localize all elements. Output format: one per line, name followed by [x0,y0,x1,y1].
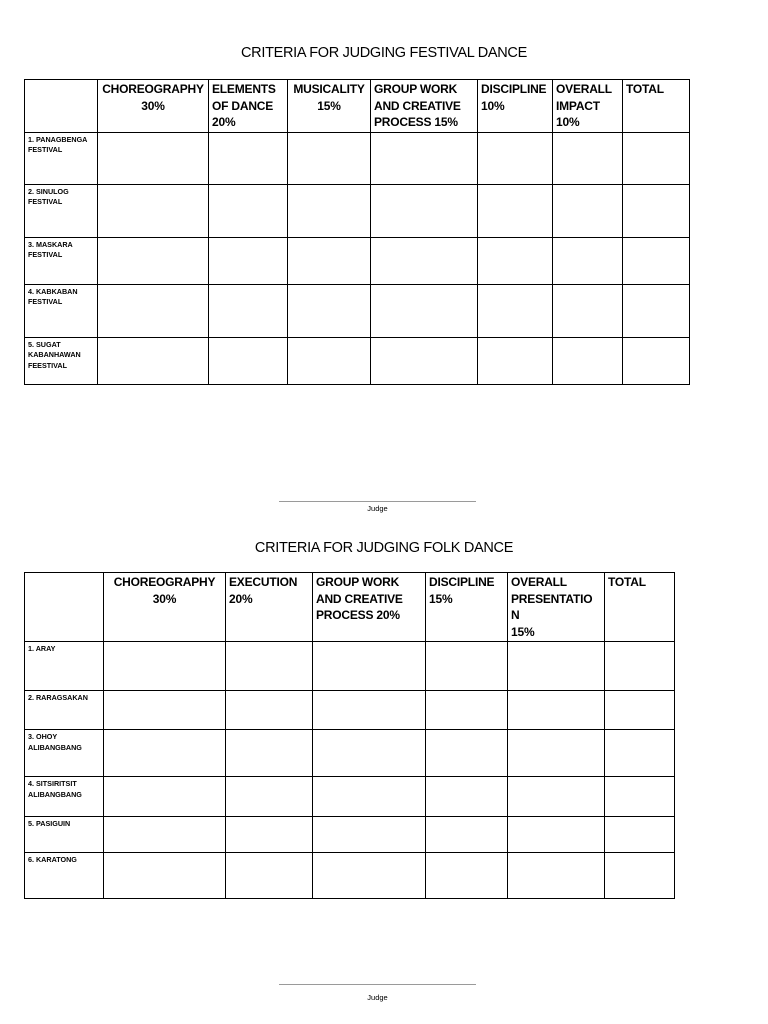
festival-criteria-table [24,79,690,385]
score-cell[interactable] [605,777,675,817]
score-cell[interactable] [426,853,508,899]
table-row [25,237,690,284]
score-cell[interactable] [605,853,675,899]
score-cell[interactable] [605,730,675,777]
festival-judge-signature-line [279,501,476,502]
score-cell[interactable] [426,642,508,691]
folk-criteria-table [24,572,675,899]
score-cell[interactable] [313,777,426,817]
row-label: 1. ARAY [25,642,104,691]
score-cell[interactable] [226,853,313,899]
score-cell[interactable] [209,184,288,237]
score-cell[interactable] [104,777,226,817]
header-row [25,573,675,642]
score-cell[interactable] [226,777,313,817]
score-cell[interactable] [553,237,623,284]
score-cell[interactable] [508,777,605,817]
table-row [25,691,675,730]
score-cell[interactable] [104,642,226,691]
score-cell[interactable] [371,237,478,284]
score-cell[interactable] [371,337,478,384]
score-cell[interactable] [209,284,288,337]
score-cell[interactable] [623,184,690,237]
score-cell[interactable] [508,691,605,730]
score-cell[interactable] [478,184,553,237]
score-cell[interactable] [508,817,605,853]
score-cell[interactable] [426,817,508,853]
score-cell[interactable] [623,237,690,284]
row-label: 5. PASIGUIN [25,817,104,853]
score-cell[interactable] [104,730,226,777]
row-label: 3. MASKARA FESTIVAL [25,237,98,284]
score-cell[interactable] [508,853,605,899]
header-corner-cell [25,573,104,642]
row-label: 4. KABKABAN FESTIVAL [25,284,98,337]
column-header: OVERALL IMPACT 10% [553,80,623,133]
score-cell[interactable] [209,132,288,184]
column-header: GROUP WORK AND CREATIVE PROCESS 15% [371,80,478,133]
score-cell[interactable] [623,337,690,384]
score-cell[interactable] [226,817,313,853]
column-header: MUSICALITY 15% [288,80,371,133]
score-cell[interactable] [226,691,313,730]
score-cell[interactable] [426,691,508,730]
table-row [25,853,675,899]
score-cell[interactable] [288,337,371,384]
row-label: 4. SITSIRITSIT ALIBANGBANG [25,777,104,817]
score-cell[interactable] [288,237,371,284]
score-cell[interactable] [226,730,313,777]
table-row [25,817,675,853]
score-cell[interactable] [605,691,675,730]
score-cell[interactable] [605,642,675,691]
score-cell[interactable] [288,132,371,184]
score-cell[interactable] [313,817,426,853]
score-cell[interactable] [98,284,209,337]
table-row [25,184,690,237]
row-label: 1. PANAGBENGA FESTIVAL [25,132,98,184]
score-cell[interactable] [605,817,675,853]
score-cell[interactable] [104,817,226,853]
score-cell[interactable] [371,132,478,184]
score-cell[interactable] [371,184,478,237]
score-cell[interactable] [104,853,226,899]
column-header: ELEMENTS OF DANCE 20% [209,80,288,133]
column-header: TOTAL [623,80,690,133]
score-cell[interactable] [553,337,623,384]
column-header: CHOREOGRAPHY 30% [104,573,226,642]
header-row [25,80,690,133]
score-cell[interactable] [478,237,553,284]
score-cell[interactable] [209,337,288,384]
header-corner-cell [25,80,98,133]
score-cell[interactable] [226,642,313,691]
score-cell[interactable] [426,730,508,777]
score-cell[interactable] [553,284,623,337]
score-cell[interactable] [98,132,209,184]
row-label: 3. OHOY ALIBANGBANG [25,730,104,777]
column-header: GROUP WORK AND CREATIVE PROCESS 20% [313,573,426,642]
score-cell[interactable] [508,642,605,691]
column-header: OVERALL PRESENTATIO N 15% [508,573,605,642]
row-label: 6. KARATONG [25,853,104,899]
score-cell[interactable] [98,184,209,237]
folk-title: CRITERIA FOR JUDGING FOLK DANCE [254,540,514,556]
table-row [25,777,675,817]
table-row [25,642,675,691]
column-header: DISCIPLINE 10% [478,80,553,133]
score-cell[interactable] [371,284,478,337]
score-cell[interactable] [553,184,623,237]
score-cell[interactable] [478,337,553,384]
row-label: 5. SUGAT KABANHAWAN FEESTIVAL [25,337,98,384]
score-cell[interactable] [508,730,605,777]
festival-title: CRITERIA FOR JUDGING FESTIVAL DANCE [241,45,527,61]
score-cell[interactable] [623,284,690,337]
row-label: 2. RARAGSAKAN [25,691,104,730]
score-cell[interactable] [313,853,426,899]
row-label: 2. SINULOG FESTIVAL [25,184,98,237]
score-cell[interactable] [313,642,426,691]
column-header: TOTAL [605,573,675,642]
score-cell[interactable] [553,132,623,184]
score-cell[interactable] [98,237,209,284]
score-cell[interactable] [288,284,371,337]
table-row [25,730,675,777]
score-cell[interactable] [623,132,690,184]
score-cell[interactable] [313,691,426,730]
score-cell[interactable] [478,132,553,184]
table-row [25,284,690,337]
column-header: CHOREOGRAPHY 30% [98,80,209,133]
score-cell[interactable] [426,777,508,817]
score-cell[interactable] [288,184,371,237]
score-cell[interactable] [98,337,209,384]
table-row [25,337,690,384]
table-row [25,132,690,184]
score-cell[interactable] [104,691,226,730]
column-header: EXECUTION 20% [226,573,313,642]
score-cell[interactable] [478,284,553,337]
score-cell[interactable] [209,237,288,284]
folk-judge-signature-line [279,984,476,985]
score-cell[interactable] [313,730,426,777]
folk-judge-label: Judge [367,993,388,1002]
festival-judge-label: Judge [367,504,388,513]
column-header: DISCIPLINE 15% [426,573,508,642]
